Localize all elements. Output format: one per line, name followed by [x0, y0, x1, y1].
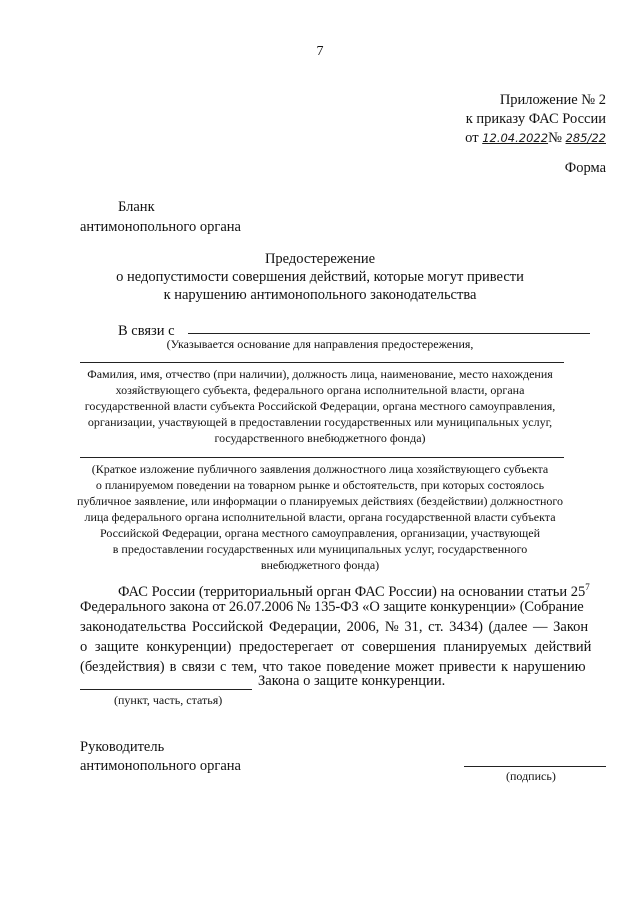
appendix-from-label: от	[465, 130, 479, 146]
statement-caption-line: в предоставлении государственных или муниципальных услуг, государственного	[112, 542, 528, 556]
document-title	[0, 250, 640, 304]
person-caption-line: организации, участвующей в предоставлении государственных или муниципальных услуг,	[87, 415, 553, 429]
page-number: 7	[316, 44, 324, 59]
reason-fill-line	[188, 333, 590, 334]
signature-block	[80, 738, 241, 776]
appendix-order: к приказу ФАС России	[465, 111, 606, 127]
statement-caption-line: о планируемом поведении на товарном рынке и обстоятельств, при которых состоялось	[95, 478, 545, 492]
title-line1: Предостережение	[264, 251, 376, 267]
signature-caption: (подпись)	[506, 769, 556, 783]
person-caption	[0, 366, 640, 446]
paragraph-line-3: законодательства Российской Федерации, 2006, № 31, ст. 3434) (далее — Закон	[80, 619, 589, 635]
appendix-number-label: №	[548, 130, 562, 146]
appendix-date: 12.04.2022	[482, 131, 549, 145]
person-caption-line: хозяйствующего субъекта, федерального органа исполнительной власти, органа	[115, 383, 525, 397]
statement-caption-line: (Краткое изложение публичного заявления должностного лица хозяйствующего субъекта	[91, 462, 549, 476]
letterhead-line1: Бланк	[118, 199, 155, 215]
statement-caption-line: внебюджетного фонда)	[260, 558, 380, 572]
reason-label: В связи с	[118, 323, 175, 339]
title-line3: к нарушению антимонопольного законодательства	[163, 287, 477, 303]
title-line2: о недопустимости совершения действий, которые могут привести	[116, 269, 524, 285]
letterhead-placeholder	[80, 197, 241, 237]
statement-caption-line: Российской Федерации, органа местного самоуправления, организации, участвующей	[99, 526, 541, 540]
paragraph-line-2: Федерального закона от 26.07.2006 № 135-ФЗ «О защите конкуренции» (Собрание	[80, 599, 584, 615]
statement-caption-line: публичное заявление, или информации о планируемых действиях (бездействии) должностного	[76, 494, 564, 508]
appendix-number: 285/22	[565, 131, 606, 145]
paragraph-line-5: (бездействия) в связи с тем, что такое поведение может привести к нарушению	[80, 659, 586, 675]
letterhead-line2: антимонопольного органа	[80, 219, 241, 235]
appendix-date-line	[465, 129, 606, 148]
signature-title-line2: антимонопольного органа	[80, 758, 241, 774]
person-caption-line: Фамилия, имя, отчество (при наличии), должность лица, наименование, место нахождения	[87, 367, 553, 381]
signature-title-line1: Руководитель	[80, 739, 165, 755]
article-superscript: 7	[585, 582, 590, 592]
article-fill-line	[80, 689, 252, 690]
form-label: Форма	[564, 160, 606, 176]
paragraph-line-6: Закона о защите конкуренции.	[258, 673, 446, 689]
statement-fill-line	[80, 457, 564, 458]
statement-caption	[0, 461, 640, 573]
paragraph-text: ФАС России (территориальный орган ФАС России) на основании статьи 25	[118, 583, 586, 600]
statement-caption-line: лица федерального органа исполнительной власти, органа государственной власти субъекта	[84, 510, 556, 524]
paragraph-line-4: о защите конкуренции) предостерегает от совершения планируемых действий	[80, 639, 592, 655]
article-caption: (пункт, часть, статья)	[114, 693, 223, 707]
signature-fill-line	[464, 766, 606, 767]
appendix-title: Приложение № 2	[499, 92, 606, 108]
appendix-header	[465, 91, 606, 148]
reason-caption: (Указывается основание для направления предостережения,	[166, 337, 474, 351]
person-fill-line	[80, 362, 564, 363]
person-caption-line: государственной власти субъекта Российской Федерации, органа местного самоуправления,	[84, 399, 556, 413]
person-caption-line: государственного внебюджетного фонда)	[214, 431, 426, 445]
